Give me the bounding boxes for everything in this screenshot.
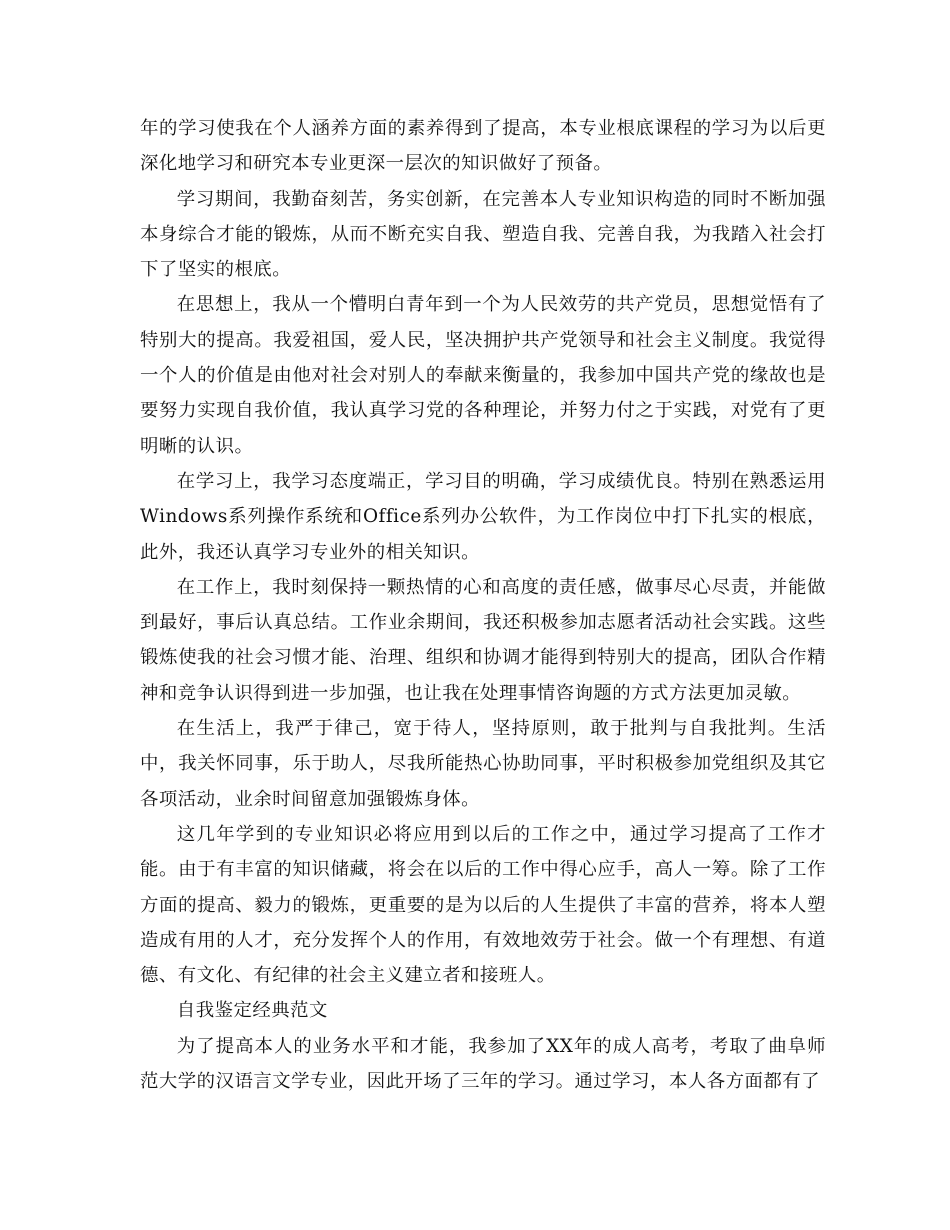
- paragraph-continuation: 年的学习使我在个人涵养方面的素养得到了提高，本专业根底课程的学习为以后更深化地学习和研究本专业更深一层次的知识做好了预备。: [140, 118, 826, 175]
- paragraph-learning: 在学习上，我学习态度端正，学习目的明确，学习成绩优良。特别在熟悉运用Windows系列操作系统和Office系列办公软件，为工作岗位中打下扎实的根底，此外，我还认真学习专业外的相关知识。: [140, 470, 826, 563]
- document-body: [140, 111, 826, 1099]
- paragraph-life: 在生活上，我严于律己，宽于待人，坚持原则，敢于批判与自我批判。生活中，我关怀同事，乐于助人，尽我所能热心协助同事，平时积极参加党组织及其它各项活动，业余时间留意加强锻炼身体。: [140, 718, 826, 810]
- section-heading: 自我鉴定经典范文: [176, 1000, 328, 1022]
- paragraph-sample-intro: 为了提高本人的业务水平和才能，我参加了XX年的成人高考，考取了曲阜师范大学的汉语言文学专业，因此开场了三年的学习。通过学习，本人各方面都有了: [140, 1035, 826, 1093]
- paragraph-summary: 这几年学到的专业知识必将应用到以后的工作之中，通过学习提高了工作才能。由于有丰富的知识储藏，将会在以后的工作中得心应手，高人一筹。除了工作方面的提高、毅力的锻炼，更重要的是为以后的人生提供了丰富的营养，将本人塑造成有用的人才，充分发挥个人的作用，有效地效劳于社会。做一个有理想、有道德、有文化、有纪律的社会主义建立者和接班人。: [140, 823, 826, 987]
- paragraph-study-period: 学习期间，我勤奋刻苦，务实创新，在完善本人专业知识构造的同时不断加强本身综合才能的锻炼，从而不断充实自我、塑造自我、完善自我，为我踏入社会打下了坚实的根底。: [140, 188, 826, 281]
- paragraph-work: 在工作上，我时刻保持一颗热情的心和高度的责任感，做事尽心尽责，并能做到最好，事后认真总结。工作业余期间，我还积极参加志愿者活动社会实践。这些锻炼使我的社会习惯才能、治理、组织和协调才能得到特别大的提高，团队合作精神和竞争认识得到进一步加强，也让我在处理事情咨询题的方式方法更加灵敏。: [140, 576, 826, 704]
- paragraph-ideology: 在思想上，我从一个懵明白青年到一个为人民效劳的共产党员，思想觉悟有了特别大的提高。我爱祖国，爱人民，坚决拥护共产党领导和社会主义制度。我觉得一个人的价值是由他对社会对别人的奉献来衡量的，我参加中国共产党的缘故也是要努力实现自我价值，我认真学习党的各种理论，并努力付之于实践，对党有了更明晰的认识。: [140, 294, 826, 457]
